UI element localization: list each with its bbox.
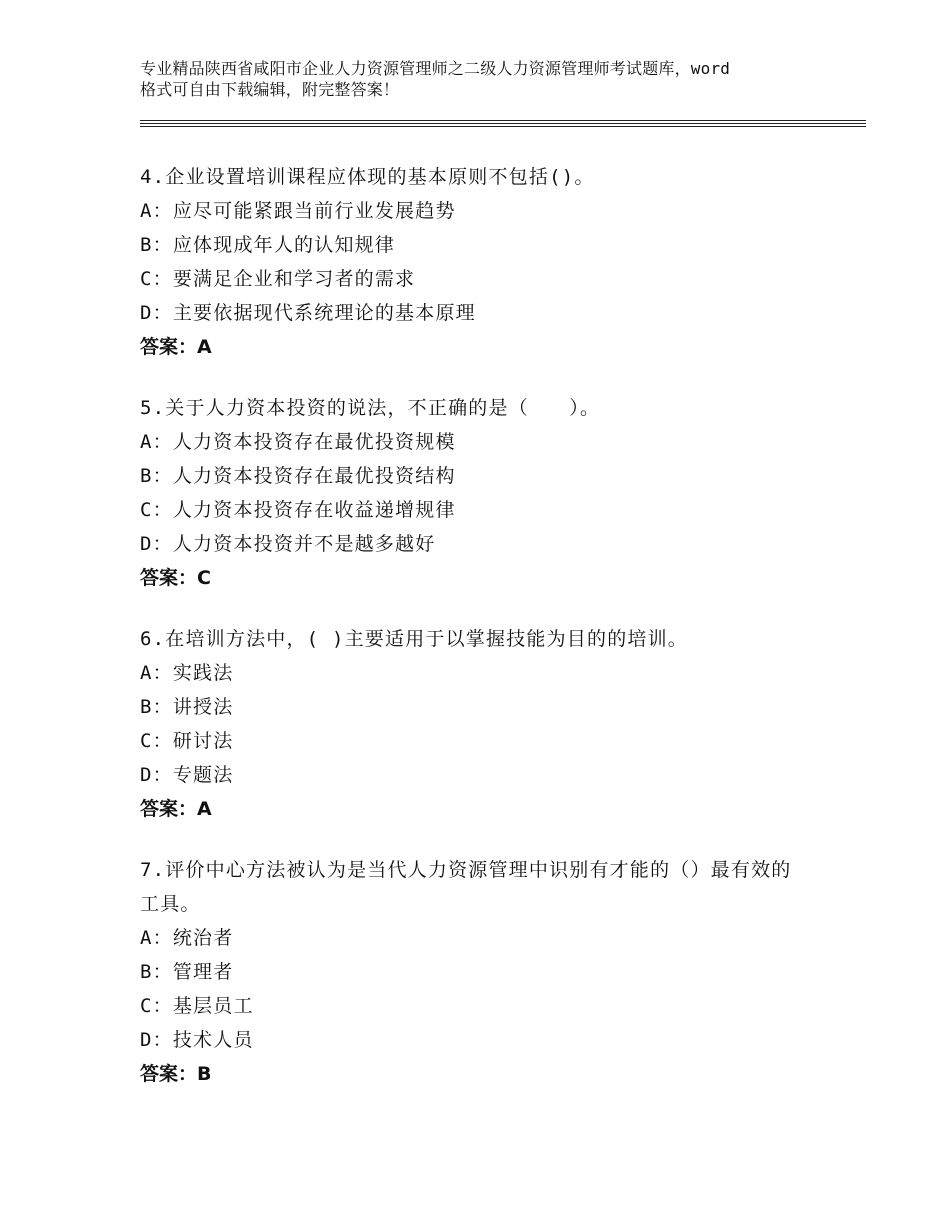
header-divider-line-1 — [140, 120, 866, 121]
question-7 — [140, 853, 840, 1091]
option-d: D：人力资本投资并不是越多越好 — [140, 533, 436, 555]
option-b: B：管理者 — [140, 961, 234, 983]
document-header — [140, 58, 840, 100]
answer-label: 答案：A — [140, 336, 212, 358]
option-a: A：实践法 — [140, 662, 234, 684]
header-title-line-1: 专业精品陕西省咸阳市企业人力资源管理师之二级人力资源管理师考试题库，word — [140, 59, 731, 78]
option-c: C：人力资本投资存在收益递增规律 — [140, 499, 456, 521]
option-a: A：统治者 — [140, 927, 234, 949]
question-stem: 6.在培训方法中，( )主要适用于以掌握技能为目的的培训。 — [140, 628, 688, 650]
header-divider-line-2 — [140, 123, 866, 124]
answer-label: 答案：C — [140, 567, 211, 589]
question-stem: 5.关于人力资本投资的说法，不正确的是（ ）。 — [140, 397, 601, 419]
question-6 — [140, 622, 840, 826]
option-b: B：应体现成年人的认知规律 — [140, 234, 396, 256]
option-d: D：主要依据现代系统理论的基本原理 — [140, 302, 476, 324]
question-list — [140, 160, 840, 1118]
option-c: C：研讨法 — [140, 730, 234, 752]
option-d: D：技术人员 — [140, 1029, 254, 1051]
option-b: B：讲授法 — [140, 696, 234, 718]
header-divider-line-3 — [140, 126, 866, 127]
answer-label: 答案：B — [140, 1063, 212, 1085]
question-4 — [140, 160, 840, 364]
option-b: B：人力资本投资存在最优投资结构 — [140, 465, 456, 487]
header-title-line-2: 格式可自由下载编辑，附完整答案！ — [140, 80, 400, 99]
answer-label: 答案：A — [140, 798, 212, 820]
option-c: C：基层员工 — [140, 995, 254, 1017]
option-a: A：应尽可能紧跟当前行业发展趋势 — [140, 200, 456, 222]
option-d: D：专题法 — [140, 764, 234, 786]
question-5 — [140, 391, 840, 595]
option-a: A：人力资本投资存在最优投资规模 — [140, 431, 456, 453]
question-stem: 7.评价中心方法被认为是当代人力资源管理中识别有才能的（）最有效的工具。 — [140, 859, 792, 915]
option-c: C：要满足企业和学习者的需求 — [140, 268, 416, 290]
question-stem: 4.企业设置培训课程应体现的基本原则不包括()。 — [140, 166, 595, 188]
